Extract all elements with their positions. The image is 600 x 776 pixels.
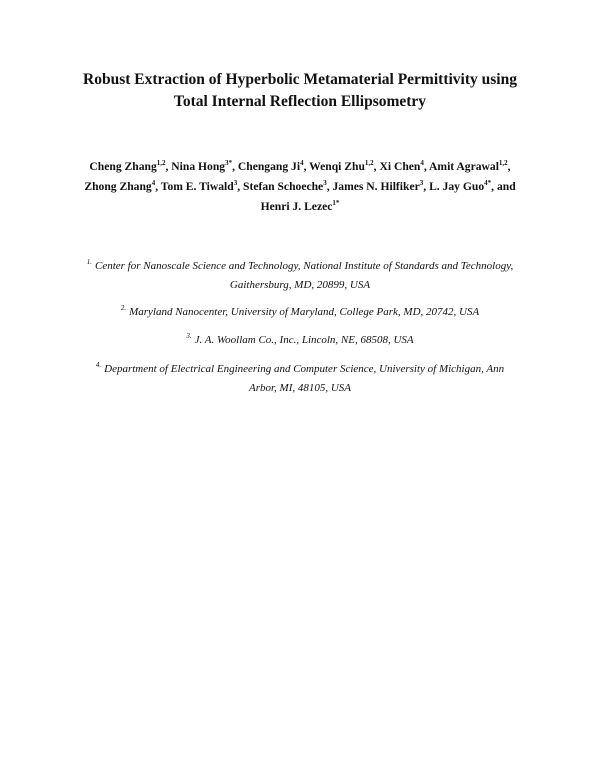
- affiliation-text: J. A. Woollam Co., Inc., Lincoln, NE, 68508, USA: [194, 334, 414, 346]
- affiliation-text: Department of Electrical Engineering and Computer Science, University of Michigan, Ann: [104, 363, 505, 375]
- affiliation-2: [60, 303, 540, 322]
- author-separator: ,: [303, 160, 310, 173]
- author-separator: , and: [491, 180, 516, 193]
- title-line-1: Robust Extraction of Hyperbolic Metamaterial Permittivity using: [83, 71, 517, 88]
- author-affiliation-marker: 3: [323, 179, 327, 187]
- author-line-2: [40, 177, 560, 197]
- author-affiliation-marker: 1*: [332, 199, 340, 207]
- author-separator: ,: [423, 180, 430, 193]
- author-list: [40, 157, 560, 217]
- author-name: Wenqi Zhu: [309, 160, 365, 173]
- affiliation-text: Arbor, MI, 48105, USA: [248, 382, 352, 394]
- author-affiliation-marker: 1,2: [156, 159, 166, 167]
- author-separator: ,: [326, 180, 333, 193]
- author-separator: ,: [373, 160, 380, 173]
- author-separator: ,: [155, 180, 161, 193]
- author-affiliation-marker: 3: [233, 179, 238, 187]
- author-separator: ,: [232, 160, 238, 173]
- author-affiliation-marker: 4: [300, 159, 304, 167]
- author-affiliation-marker: 3*: [225, 159, 233, 167]
- author-name: Tom E. Tiwald: [160, 180, 234, 193]
- affiliation-line: [60, 303, 540, 322]
- author-name: Chengang Ji: [237, 160, 301, 173]
- author-affiliation-marker: 1,2: [364, 159, 374, 167]
- author-name: Xi Chen: [379, 160, 421, 173]
- author-name: Henri J. Lezec: [260, 200, 333, 213]
- author-affiliation-marker: 4*: [484, 179, 492, 187]
- affiliation-line: [60, 379, 540, 398]
- affiliation-text: Gaithersburg, MD, 20899, USA: [229, 279, 371, 291]
- author-name: Zhong Zhang: [84, 180, 152, 193]
- author-name: Amit Agrawal: [429, 160, 499, 173]
- affiliation-line: [60, 360, 540, 379]
- affiliation-4: [60, 360, 540, 398]
- author-affiliation-marker: 4: [420, 159, 424, 167]
- author-line-1: [40, 157, 560, 177]
- affiliation-marker: 4.: [95, 361, 102, 369]
- author-affiliation-marker: 1,2: [498, 159, 508, 167]
- affiliation-line: [60, 257, 540, 276]
- affiliation-1: [60, 257, 540, 295]
- affiliation-marker: 2.: [120, 304, 127, 312]
- author-line-3: [40, 197, 560, 217]
- author-separator: ,: [507, 160, 511, 173]
- title-line-2: Total Internal Reflection Ellipsometry: [173, 93, 427, 110]
- author-name: L. Jay Guo: [429, 180, 485, 193]
- author-separator: ,: [165, 160, 172, 173]
- author-separator: ,: [237, 180, 244, 193]
- author-affiliation-marker: 4: [151, 179, 156, 187]
- author-affiliation-marker: 3: [419, 179, 424, 187]
- author-name: Cheng Zhang: [89, 160, 157, 173]
- affiliation-line: [60, 331, 540, 350]
- affiliation-marker: 3.: [186, 332, 192, 340]
- author-separator: ,: [423, 160, 430, 173]
- author-name: Stefan Schoeche: [243, 180, 324, 193]
- author-name: Nina Hong: [171, 160, 226, 173]
- author-name: James N. Hilfiker: [332, 180, 420, 193]
- affiliation-text: Maryland Nanocenter, University of Maryland, College Park, MD, 20742, USA: [129, 306, 480, 318]
- paper-title: [50, 69, 550, 113]
- affiliation-line: [60, 276, 540, 295]
- affiliation-3: [60, 331, 540, 350]
- affiliation-marker: 1.: [86, 258, 92, 266]
- affiliation-text: Center for Nanoscale Science and Technology, National Institute of Standards and Technology,: [94, 260, 514, 272]
